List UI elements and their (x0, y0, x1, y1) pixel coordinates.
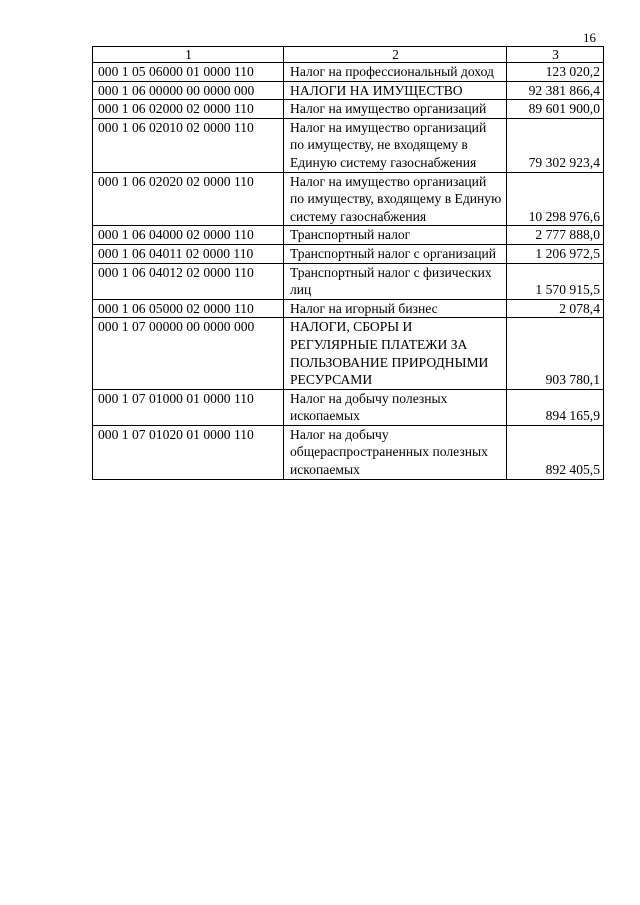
revenue-name: Транспортный налог с организаций (284, 244, 507, 263)
revenue-name: Налог на профессиональный доход (284, 63, 507, 82)
budget-code: 000 1 06 00000 00 0000 000 (93, 81, 284, 100)
table-row (93, 172, 604, 226)
page-number: 16 (583, 30, 596, 45)
table-row (93, 63, 604, 82)
revenue-name: НАЛОГИ, СБОРЫ И РЕГУЛЯРНЫЕ ПЛАТЕЖИ ЗА ПОЛЬЗОВАНИЕ ПРИРОДНЫМИ РЕСУРСАМИ (284, 318, 507, 389)
revenue-amount: 123 020,2 (507, 63, 604, 82)
table-row (93, 389, 604, 425)
revenue-amount: 894 165,9 (507, 389, 604, 425)
revenue-name: Налог на добычу полезных ископаемых (284, 389, 507, 425)
revenue-name: Налог на имущество организаций по имуществу, входящему в Единую систему газоснабжения (284, 172, 507, 226)
budget-code: 000 1 07 01000 01 0000 110 (93, 389, 284, 425)
revenue-name: Транспортный налог (284, 226, 507, 245)
table-row (93, 81, 604, 100)
revenue-amount: 1 570 915,5 (507, 263, 604, 299)
column-header-name: 2 (284, 47, 507, 63)
revenue-amount: 89 601 900,0 (507, 100, 604, 119)
revenue-name: Транспортный налог с физических лиц (284, 263, 507, 299)
table-row (93, 118, 604, 172)
revenue-amount: 2 078,4 (507, 299, 604, 318)
budget-code: 000 1 06 04000 02 0000 110 (93, 226, 284, 245)
table-row (93, 100, 604, 119)
revenue-name: Налог на игорный бизнес (284, 299, 507, 318)
revenue-amount: 10 298 976,6 (507, 172, 604, 226)
table-row (93, 244, 604, 263)
revenue-name: Налог на имущество организаций по имуществу, не входящему в Единую систему газоснабжения (284, 118, 507, 172)
budget-code: 000 1 07 00000 00 0000 000 (93, 318, 284, 389)
table-row (93, 318, 604, 389)
revenue-amount: 1 206 972,5 (507, 244, 604, 263)
table-header-row (93, 47, 604, 63)
budget-code: 000 1 06 02000 02 0000 110 (93, 100, 284, 119)
table-row (93, 263, 604, 299)
revenue-name: НАЛОГИ НА ИМУЩЕСТВО (284, 81, 507, 100)
revenue-amount: 2 777 888,0 (507, 226, 604, 245)
revenue-amount: 903 780,1 (507, 318, 604, 389)
column-header-amount: 3 (507, 47, 604, 63)
budget-code: 000 1 06 04012 02 0000 110 (93, 263, 284, 299)
budget-code: 000 1 06 02020 02 0000 110 (93, 172, 284, 226)
revenue-amount: 92 381 866,4 (507, 81, 604, 100)
budget-code: 000 1 06 02010 02 0000 110 (93, 118, 284, 172)
revenue-amount: 79 302 923,4 (507, 118, 604, 172)
table-row (93, 425, 604, 479)
budget-code: 000 1 06 05000 02 0000 110 (93, 299, 284, 318)
revenue-name: Налог на имущество организаций (284, 100, 507, 119)
table-row (93, 226, 604, 245)
revenue-amount: 892 405,5 (507, 425, 604, 479)
revenue-name: Налог на добычу общераспространенных полезных ископаемых (284, 425, 507, 479)
column-header-code: 1 (93, 47, 284, 63)
table-row (93, 299, 604, 318)
budget-code: 000 1 07 01020 01 0000 110 (93, 425, 284, 479)
budget-code: 000 1 05 06000 01 0000 110 (93, 63, 284, 82)
budget-revenue-table (92, 46, 604, 480)
budget-code: 000 1 06 04011 02 0000 110 (93, 244, 284, 263)
